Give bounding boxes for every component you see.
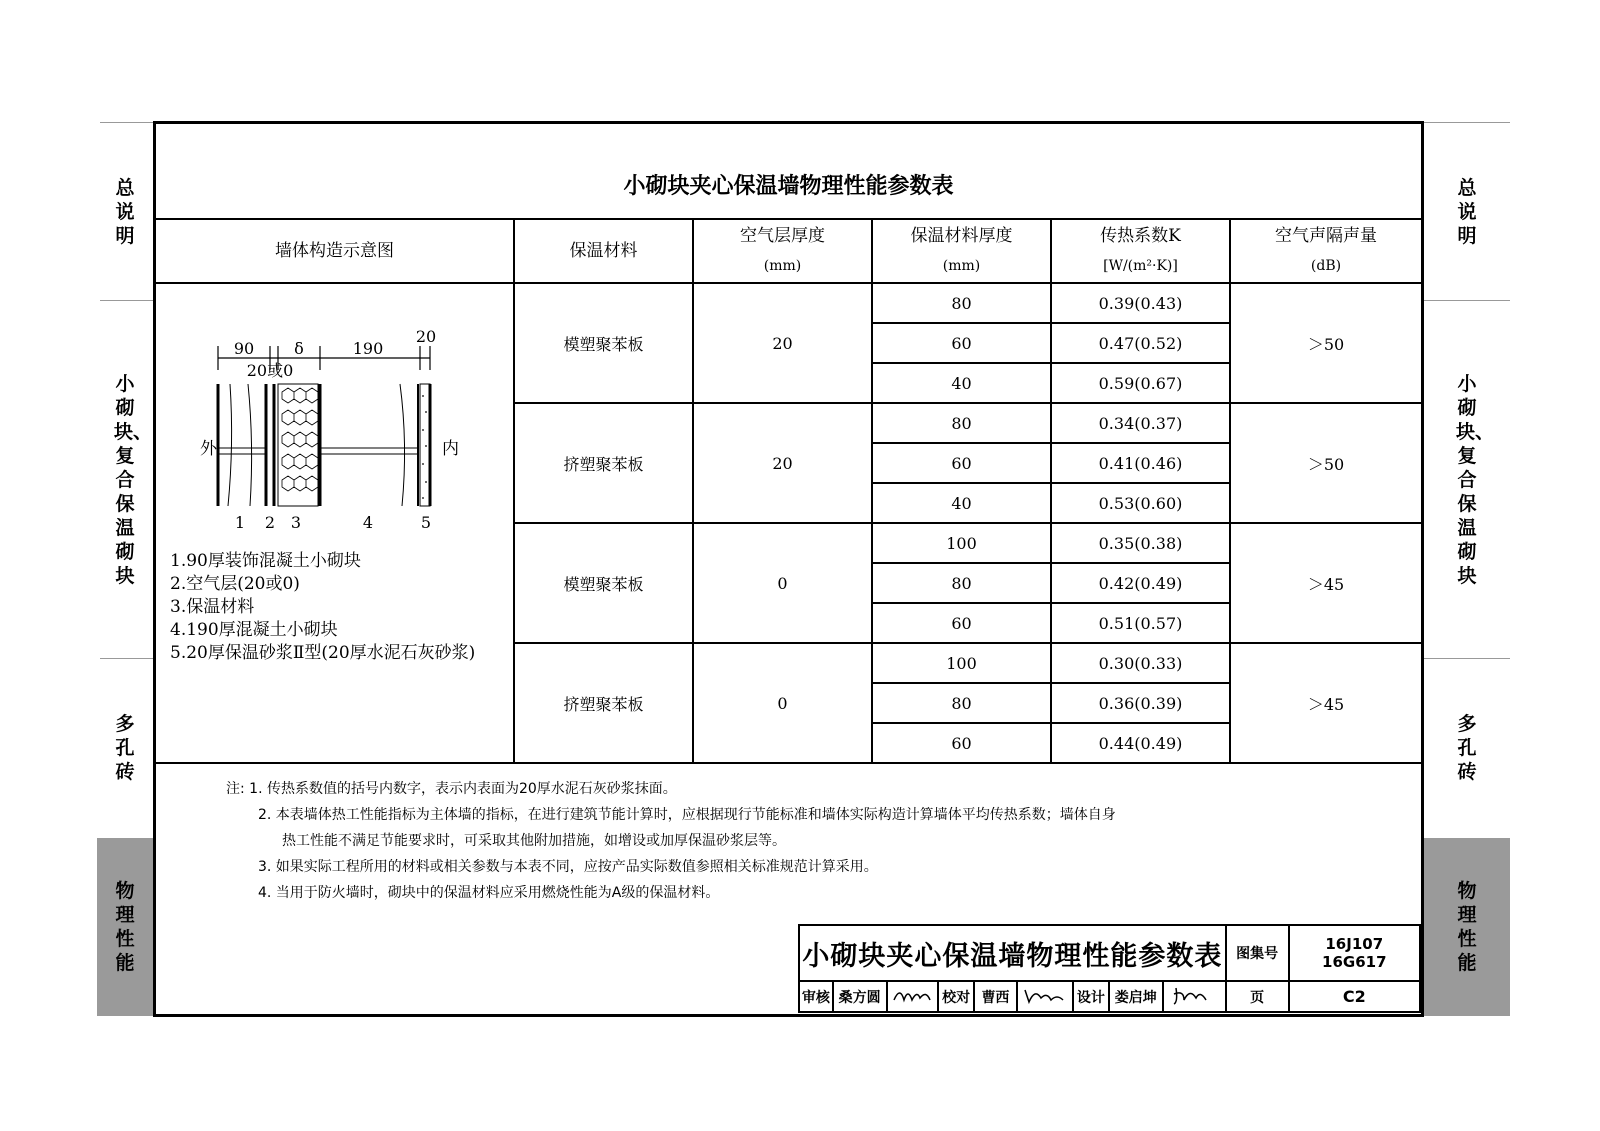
side-tab-general-left[interactable]: 总说明 bbox=[115, 176, 135, 247]
thickness-cell: 80 bbox=[872, 563, 1051, 603]
k-value-cell: 0.39(0.43) bbox=[1051, 283, 1230, 323]
material-cell: 挤塑聚苯板 bbox=[514, 643, 693, 763]
thickness-cell: 40 bbox=[872, 483, 1051, 523]
note-line: 2. 本表墙体热工性能指标为主体墙的指标，在进行建筑节能计算时，应根据现行节能标准和墙体实际构造计算墙体平均传热系数；墙体自身 bbox=[258, 807, 1116, 823]
layer-number: 3 bbox=[290, 513, 302, 532]
material-cell: 模塑聚苯板 bbox=[514, 283, 693, 403]
diagram-cell bbox=[156, 283, 514, 763]
header-air-layer: 空气层厚度 (mm) bbox=[693, 219, 872, 283]
layer-number: 2 bbox=[264, 513, 276, 532]
checker-name: 曹西 bbox=[974, 981, 1017, 1012]
note-line: 4. 当用于防火墙时，砌块中的保温材料应采用燃烧性能为A级的保温材料。 bbox=[258, 885, 720, 901]
dim-delta: δ bbox=[294, 339, 304, 358]
design-label: 设计 bbox=[1073, 981, 1109, 1012]
legend-item: 1.90厚装饰混凝土小砌块 bbox=[170, 551, 361, 571]
reviewer-name: 桑方圆 bbox=[833, 981, 887, 1012]
header-row bbox=[156, 219, 1421, 283]
review-label: 审核 bbox=[799, 981, 833, 1012]
thickness-cell: 80 bbox=[872, 283, 1051, 323]
title-block-title: 小砌块夹心保温墙物理性能参数表 bbox=[799, 925, 1226, 981]
thickness-cell: 80 bbox=[872, 683, 1051, 723]
note-line: 热工性能不满足节能要求时，可采取其他附加措施，如增设或加厚保温砂浆层等。 bbox=[282, 833, 786, 849]
reviewer-signature bbox=[887, 981, 939, 1012]
note-line: 3. 如果实际工程所用的材料或相关参数与本表不同，应按产品实际数值参照相关标准规范计算采用。 bbox=[258, 859, 878, 875]
notes-block bbox=[226, 776, 1116, 906]
side-tab-brick-left[interactable]: 多孔砖 bbox=[115, 713, 135, 783]
drawing-frame bbox=[153, 121, 1424, 1017]
header-diagram: 墙体构造示意图 bbox=[156, 219, 514, 283]
header-insulation-thickness: 保温材料厚度 (mm) bbox=[872, 219, 1051, 283]
legend-item: 2.空气层(20或0) bbox=[170, 574, 300, 594]
layer-number: 5 bbox=[420, 513, 432, 532]
thickness-cell: 60 bbox=[872, 723, 1051, 763]
header-material: 保温材料 bbox=[514, 219, 693, 283]
diagram-legend bbox=[170, 550, 475, 665]
k-value-cell: 0.35(0.38) bbox=[1051, 523, 1230, 563]
thickness-cell: 60 bbox=[872, 603, 1051, 643]
k-value-cell: 0.42(0.49) bbox=[1051, 563, 1230, 603]
k-value-cell: 0.47(0.52) bbox=[1051, 323, 1230, 363]
label-outside: 外 bbox=[200, 439, 217, 459]
side-tab-physical-left[interactable]: 物理性能 bbox=[97, 838, 153, 1016]
k-value-cell: 0.30(0.33) bbox=[1051, 643, 1230, 683]
legend-item: 4.190厚混凝土小砌块 bbox=[170, 620, 338, 640]
designer-name: 娄启坤 bbox=[1109, 981, 1163, 1012]
page-number: C2 bbox=[1289, 981, 1420, 1012]
material-cell: 挤塑聚苯板 bbox=[514, 403, 693, 523]
thickness-cell: 60 bbox=[872, 443, 1051, 483]
k-value-cell: 0.41(0.46) bbox=[1051, 443, 1230, 483]
k-value-cell: 0.59(0.67) bbox=[1051, 363, 1230, 403]
layer-number: 4 bbox=[362, 513, 374, 532]
dim-90: 90 bbox=[233, 339, 255, 358]
air-layer-cell: 0 bbox=[693, 643, 872, 763]
layer-number: 1 bbox=[234, 513, 246, 532]
header-k-value: 传热系数K [W/(m²·K)] bbox=[1051, 219, 1230, 283]
dim-190: 190 bbox=[352, 339, 384, 358]
dim-20: 20 bbox=[415, 327, 437, 346]
thickness-cell: 100 bbox=[872, 523, 1051, 563]
thickness-cell: 100 bbox=[872, 643, 1051, 683]
air-layer-cell: 20 bbox=[693, 403, 872, 523]
page-label: 页 bbox=[1226, 981, 1289, 1012]
parameter-table bbox=[156, 218, 1421, 764]
note-line: 注: 1. 传热系数值的括号内数字，表示内表面为20厚水泥石灰砂浆抹面。 bbox=[226, 781, 677, 797]
atlas-numbers: 16J107 16G617 bbox=[1289, 925, 1420, 981]
sound-cell: ＞45 bbox=[1230, 523, 1421, 643]
side-tab-brick-right[interactable]: 多孔砖 bbox=[1457, 713, 1477, 783]
dim-20-or-0: 20或0 bbox=[246, 361, 294, 380]
side-tab-block-left[interactable]: 小砌块、复合保温砌块 bbox=[114, 372, 153, 587]
legend-item: 3.保温材料 bbox=[170, 597, 255, 617]
label-inside: 内 bbox=[442, 439, 459, 459]
material-cell: 模塑聚苯板 bbox=[514, 523, 693, 643]
thickness-cell: 80 bbox=[872, 403, 1051, 443]
sound-cell: ＞45 bbox=[1230, 643, 1421, 763]
checker-signature bbox=[1017, 981, 1073, 1012]
air-layer-cell: 0 bbox=[693, 523, 872, 643]
thickness-cell: 40 bbox=[872, 363, 1051, 403]
table-row bbox=[156, 283, 1421, 323]
k-value-cell: 0.53(0.60) bbox=[1051, 483, 1230, 523]
sound-cell: ＞50 bbox=[1230, 403, 1421, 523]
check-label: 校对 bbox=[938, 981, 974, 1012]
thickness-cell: 60 bbox=[872, 323, 1051, 363]
header-sound-insulation: 空气声隔声量 (dB) bbox=[1230, 219, 1421, 283]
designer-signature bbox=[1163, 981, 1226, 1012]
wall-section-diagram bbox=[156, 284, 510, 554]
title-block bbox=[798, 924, 1421, 1013]
k-value-cell: 0.36(0.39) bbox=[1051, 683, 1230, 723]
table-title: 小砌块夹心保温墙物理性能参数表 bbox=[623, 174, 954, 199]
side-tab-general-right[interactable]: 总说明 bbox=[1457, 176, 1477, 247]
side-tab-block-right[interactable]: 小砌块、复合保温砌块 bbox=[1456, 372, 1495, 587]
k-value-cell: 0.34(0.37) bbox=[1051, 403, 1230, 443]
k-value-cell: 0.44(0.49) bbox=[1051, 723, 1230, 763]
k-value-cell: 0.51(0.57) bbox=[1051, 603, 1230, 643]
legend-item: 5.20厚保温砂浆Ⅱ型(20厚水泥石灰砂浆) bbox=[170, 643, 476, 663]
atlas-label: 图集号 bbox=[1226, 925, 1289, 981]
sound-cell: ＞50 bbox=[1230, 283, 1421, 403]
side-tab-physical-right[interactable]: 物理性能 bbox=[1424, 838, 1510, 1016]
air-layer-cell: 20 bbox=[693, 283, 872, 403]
